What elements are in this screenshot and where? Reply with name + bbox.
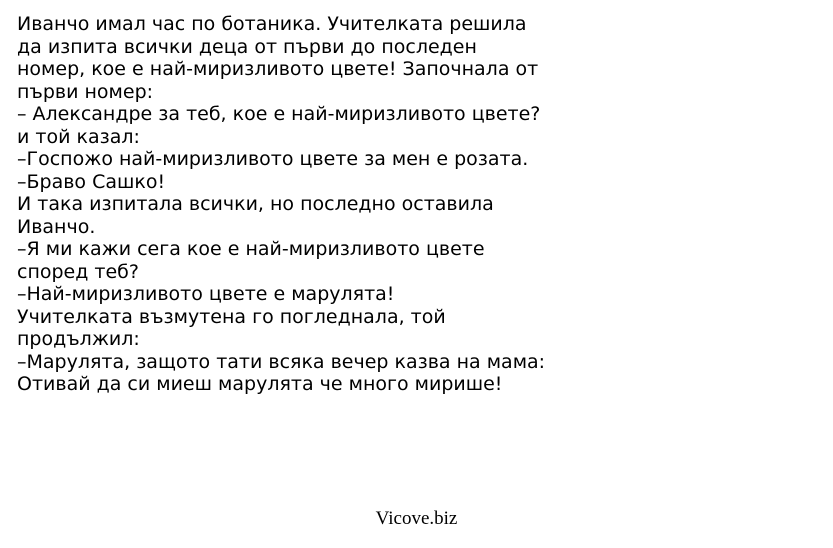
joke-line: –Госпожо най-миризливото цвете за мен е розата. [17, 148, 529, 170]
joke-line: –Я ми кажи сега кое е най-миризливото цвете [17, 238, 485, 260]
site-watermark: Vicove.biz [375, 508, 458, 529]
joke-line: –Марулята, защото тати всяка вечер казва на мама: [17, 350, 546, 373]
joke-line: Иванчо. [17, 215, 96, 238]
joke-line: –Най-миризливото цвете е марулята! [17, 283, 395, 305]
joke-text [17, 13, 817, 396]
joke-line: продължил: [17, 328, 140, 350]
joke-line: и той казал: [17, 125, 140, 148]
joke-line: Отивай да си миеш марулята че много мирише! [17, 373, 503, 395]
joke-line: –Браво Сашко! [17, 170, 166, 193]
joke-line: И така изпитала всички, но последно оставила [17, 193, 494, 215]
joke-line: номер, кое е най-миризливото цвете! Започнала от [17, 58, 539, 80]
joke-line: Иванчо имал час по ботаника. Учителката решила [17, 13, 527, 35]
joke-line: Учителката възмутена го погледнала, той [17, 305, 446, 328]
joke-line: да изпита всички деца от първи до последен [17, 35, 477, 58]
joke-line: според теб? [17, 260, 139, 283]
joke-line: – Александре за теб, кое е най-миризливото цвете? [17, 103, 541, 125]
joke-line: първи номер: [17, 80, 154, 103]
